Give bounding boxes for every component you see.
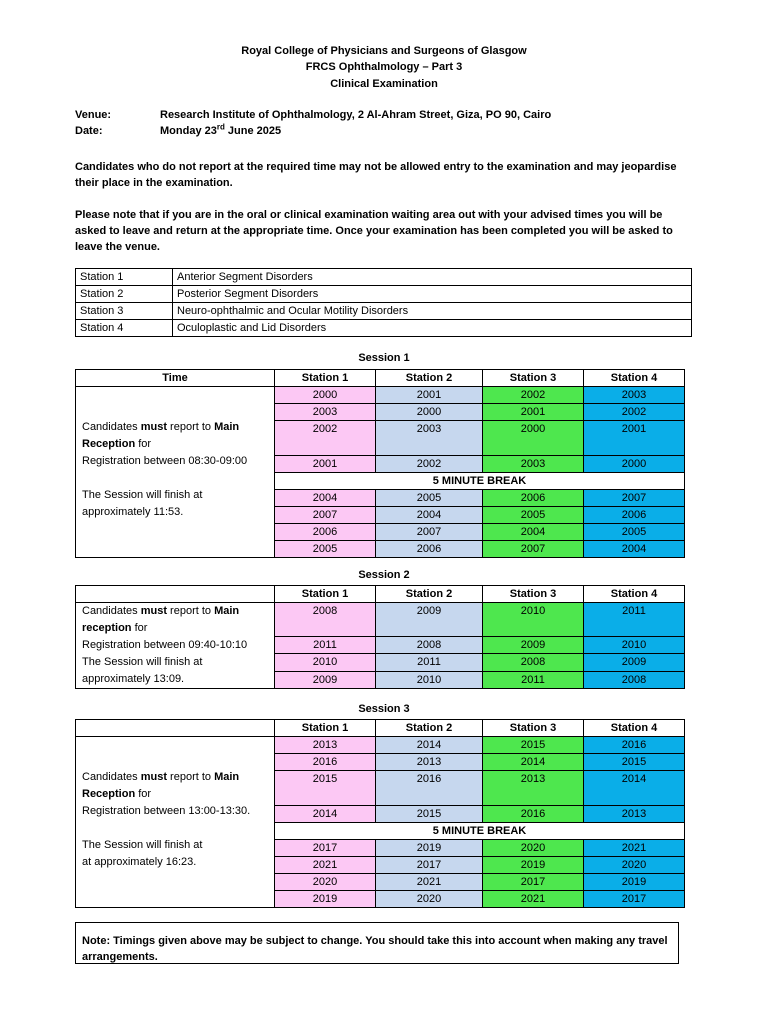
- cell-station-1: 2013: [275, 737, 376, 754]
- header-exam-type: Clinical Examination: [330, 78, 438, 90]
- session-1-table: [75, 369, 685, 558]
- cell-station-2: 2015: [376, 806, 483, 823]
- cell-station-4: 2009: [584, 654, 685, 671]
- col-station-3: Station 3: [483, 720, 584, 737]
- cell-station-3: 2006: [483, 490, 584, 507]
- col-station-1: Station 1: [275, 370, 376, 387]
- cell-station-1: 2009: [275, 671, 376, 688]
- cell-station-4: 2021: [584, 840, 685, 857]
- station-name: Station 3: [76, 303, 173, 320]
- session-3-table: [75, 719, 685, 908]
- cell-station-3: 2009: [483, 636, 584, 653]
- cell-station-4: 2005: [584, 524, 685, 541]
- cell-station-1: 2003: [275, 404, 376, 421]
- cell-station-2: 2007: [376, 524, 483, 541]
- cell-station-1: 2010: [275, 654, 376, 671]
- col-station-4: Station 4: [584, 586, 685, 603]
- cell-station-3: 2011: [483, 671, 584, 688]
- header-subtitle: FRCS Ophthalmology – Part 3: [305, 61, 463, 73]
- session-2-table: [75, 585, 685, 689]
- cell-station-4: 2003: [584, 387, 685, 404]
- cell-station-2: 2004: [376, 507, 483, 524]
- station-topic: Oculoplastic and Lid Disorders: [173, 320, 692, 337]
- cell-station-2: 2011: [376, 654, 483, 671]
- col-station-3: Station 3: [483, 586, 584, 603]
- header-title: Royal College of Physicians and Surgeons of Glasgow: [241, 45, 527, 57]
- cell-station-3: 2019: [483, 857, 584, 874]
- cell-station-4: 2004: [584, 541, 685, 558]
- cell-station-2: 2005: [376, 490, 483, 507]
- date-label: Date:: [75, 125, 103, 137]
- session-3-title: Session 3: [358, 703, 410, 715]
- cell-station-4: 2013: [584, 806, 685, 823]
- station-name: Station 1: [76, 269, 173, 286]
- cell-station-2: 2000: [376, 404, 483, 421]
- cell-station-1: 2014: [275, 806, 376, 823]
- cell-station-1: 2001: [275, 456, 376, 473]
- station-row: [76, 269, 692, 286]
- cell-station-1: 2005: [275, 541, 376, 558]
- col-station-1: Station 1: [275, 586, 376, 603]
- cell-station-1: 2007: [275, 507, 376, 524]
- station-topic: Anterior Segment Disorders: [173, 269, 692, 286]
- cell-station-4: 2019: [584, 874, 685, 891]
- break-label: 5 MINUTE BREAK: [275, 823, 685, 840]
- cell-station-4: 2006: [584, 507, 685, 524]
- cell-station-3: 2001: [483, 404, 584, 421]
- cell-station-3: 2002: [483, 387, 584, 404]
- table-row: [76, 387, 685, 404]
- cell-station-3: 2013: [483, 771, 584, 806]
- cell-station-3: 2005: [483, 507, 584, 524]
- session-1-title: Session 1: [358, 352, 410, 364]
- cell-station-3: 2015: [483, 737, 584, 754]
- cell-station-4: 2002: [584, 404, 685, 421]
- table-header-row: [76, 370, 685, 387]
- cell-station-4: 2008: [584, 671, 685, 688]
- cell-station-4: 2014: [584, 771, 685, 806]
- cell-station-3: 2021: [483, 891, 584, 908]
- cell-station-4: 2010: [584, 636, 685, 653]
- cell-station-2: 2003: [376, 421, 483, 456]
- cell-station-1: 2000: [275, 387, 376, 404]
- col-time: Time: [76, 370, 275, 387]
- cell-station-2: 2010: [376, 671, 483, 688]
- cell-station-4: 2016: [584, 737, 685, 754]
- cell-station-3: 2008: [483, 654, 584, 671]
- break-label: 5 MINUTE BREAK: [275, 473, 685, 490]
- date-value: Monday 23rd June 2025: [160, 122, 282, 137]
- cell-station-2: 2002: [376, 456, 483, 473]
- cell-station-3: 2017: [483, 874, 584, 891]
- station-name: Station 4: [76, 320, 173, 337]
- table-header-row: [76, 586, 685, 603]
- cell-station-3: 2007: [483, 541, 584, 558]
- cell-station-3: 2016: [483, 806, 584, 823]
- station-topics-table: [75, 268, 692, 337]
- station-topic: Neuro-ophthalmic and Ocular Motility Disorders: [173, 303, 692, 320]
- col-station-1: Station 1: [275, 720, 376, 737]
- cell-station-2: 2008: [376, 636, 483, 653]
- session-3-info: Candidates must report to Main Reception for Registration between 13:00-13:30. The Session will finish at at approximately 16:23.: [76, 737, 275, 908]
- session-1-info: Candidates must report to Main Reception for Registration between 08:30-09:00 The Session will finish at approximately 11:53.: [76, 387, 275, 558]
- cell-station-2: 2019: [376, 840, 483, 857]
- venue-value: Research Institute of Ophthalmology, 2 Al-Ahram Street, Giza, PO 90, Cairo: [160, 109, 552, 121]
- cell-station-3: 2020: [483, 840, 584, 857]
- cell-station-1: 2020: [275, 874, 376, 891]
- col-station-2: Station 2: [376, 586, 483, 603]
- col-station-2: Station 2: [376, 720, 483, 737]
- col-time-empty: [76, 586, 275, 603]
- station-row: [76, 303, 692, 320]
- station-name: Station 2: [76, 286, 173, 303]
- table-row: [76, 737, 685, 754]
- session-2-title: Session 2: [358, 569, 410, 581]
- cell-station-4: 2020: [584, 857, 685, 874]
- cell-station-3: 2003: [483, 456, 584, 473]
- cell-station-1: 2015: [275, 771, 376, 806]
- col-station-4: Station 4: [584, 370, 685, 387]
- attendance-warning: Candidates who do not report at the required time may not be allowed entry to the examination and may jeopardise their place in the examination.: [75, 161, 677, 189]
- cell-station-2: 2017: [376, 857, 483, 874]
- cell-station-4: 2011: [584, 603, 685, 637]
- cell-station-1: 2004: [275, 490, 376, 507]
- cell-station-1: 2019: [275, 891, 376, 908]
- station-row: [76, 286, 692, 303]
- cell-station-1: 2016: [275, 754, 376, 771]
- cell-station-1: 2011: [275, 636, 376, 653]
- col-station-3: Station 3: [483, 370, 584, 387]
- cell-station-3: 2010: [483, 603, 584, 637]
- table-header-row: [76, 720, 685, 737]
- cell-station-1: 2021: [275, 857, 376, 874]
- cell-station-2: 2013: [376, 754, 483, 771]
- cell-station-4: 2007: [584, 490, 685, 507]
- cell-station-2: 2001: [376, 387, 483, 404]
- venue-label: Venue:: [75, 109, 112, 121]
- cell-station-1: 2002: [275, 421, 376, 456]
- cell-station-4: 2001: [584, 421, 685, 456]
- cell-station-4: 2000: [584, 456, 685, 473]
- cell-station-4: 2017: [584, 891, 685, 908]
- cell-station-3: 2004: [483, 524, 584, 541]
- table-row: [76, 603, 685, 637]
- cell-station-4: 2015: [584, 754, 685, 771]
- note-box: Note: Timings given above may be subject to change. You should take this into account when making any travel arrangements.: [75, 922, 679, 964]
- cell-station-2: 2014: [376, 737, 483, 754]
- cell-station-3: 2000: [483, 421, 584, 456]
- col-station-4: Station 4: [584, 720, 685, 737]
- cell-station-2: 2009: [376, 603, 483, 637]
- cell-station-1: 2008: [275, 603, 376, 637]
- waiting-area-notice: Please note that if you are in the oral or clinical examination waiting area out with your advised times you will be asked to leave and return at the appropriate time. Once your examination has been completed you will be asked to leave the venue.: [75, 209, 673, 253]
- cell-station-2: 2016: [376, 771, 483, 806]
- station-topic: Posterior Segment Disorders: [173, 286, 692, 303]
- cell-station-2: 2006: [376, 541, 483, 558]
- cell-station-2: 2021: [376, 874, 483, 891]
- col-station-2: Station 2: [376, 370, 483, 387]
- cell-station-2: 2020: [376, 891, 483, 908]
- cell-station-3: 2014: [483, 754, 584, 771]
- cell-station-1: 2017: [275, 840, 376, 857]
- session-2-info: Candidates must report to Main reception for Registration between 09:40-10:10 The Session will finish at approximately 13:09.: [76, 603, 275, 689]
- station-row: [76, 320, 692, 337]
- col-time-empty: [76, 720, 275, 737]
- cell-station-1: 2006: [275, 524, 376, 541]
